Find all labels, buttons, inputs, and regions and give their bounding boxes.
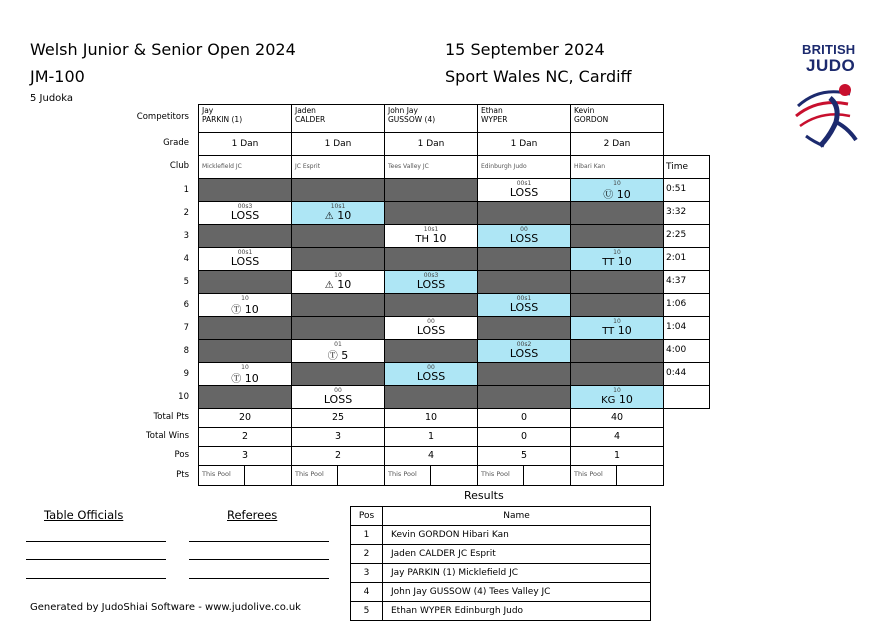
signature-line (189, 541, 329, 542)
technique-icon: Ⓤ (603, 190, 614, 201)
score-cell (477, 247, 571, 271)
score-text: LOSS (416, 278, 446, 291)
category-title: JM-100 (30, 67, 85, 86)
match-number: 7 (183, 323, 189, 333)
score-text: LOSS (416, 370, 446, 383)
score-text: 10 (244, 372, 259, 385)
pool-points-cell (616, 465, 664, 486)
technique-icon: ⚠ (324, 211, 334, 222)
score-result (292, 278, 384, 291)
competitor-first-name: Jaden (295, 106, 316, 115)
score-result (199, 370, 291, 385)
score-cell (198, 362, 292, 386)
match-time: 3:32 (663, 201, 710, 225)
table-officials-heading: Table Officials (44, 508, 124, 522)
pool-points-cell (244, 465, 292, 486)
position-cell: 1 (570, 446, 664, 466)
score-cell (291, 247, 385, 271)
this-pool-cell: This Pool (570, 465, 617, 486)
result-name: Kevin GORDON Hibari Kan (383, 526, 651, 545)
score-cell (570, 362, 664, 386)
summary-label: Total Pts (153, 412, 189, 422)
score-cell (198, 316, 292, 340)
technique-icon: KG (601, 395, 616, 406)
competitor-grade: 1 Dan (291, 132, 385, 156)
total-wins-cell: 4 (570, 427, 664, 447)
score-cell (198, 339, 292, 363)
score-detail: 10 (613, 318, 621, 325)
competitor-last-name: CALDER (295, 115, 326, 124)
score-cell (477, 178, 571, 202)
score-cell (384, 293, 478, 317)
results-title: Results (464, 489, 504, 502)
match-time: 4:37 (663, 270, 710, 294)
score-cell (291, 339, 385, 363)
match-number: 1 (183, 185, 189, 195)
score-text: 10 (244, 303, 259, 316)
score-cell (198, 178, 292, 202)
result-position: 3 (351, 564, 383, 583)
score-detail: 10 (241, 364, 249, 371)
competitor-first-name: John Jay (388, 106, 418, 115)
score-detail: 10 (613, 387, 621, 394)
score-detail: 00s3 (423, 272, 439, 279)
match-time: 4:00 (663, 339, 710, 363)
competitor-last-name: GUSSOW (4) (388, 115, 436, 124)
score-result (199, 209, 291, 222)
score-cell (570, 339, 664, 363)
signature-line (26, 578, 166, 579)
competitor-grade: 1 Dan (384, 132, 478, 156)
score-detail: 10s1 (330, 203, 346, 210)
score-cell (384, 270, 478, 294)
score-text: LOSS (509, 232, 539, 245)
match-number: 9 (183, 369, 189, 379)
score-detail: 00s1 (516, 295, 532, 302)
row-label: Club (169, 160, 189, 171)
result-name: Jay PARKIN (1) Micklefield JC (383, 564, 651, 583)
score-cell (198, 293, 292, 317)
competitor-first-name: Jay (202, 106, 214, 115)
match-time: 0:51 (663, 178, 710, 202)
score-text: 10 (617, 324, 632, 337)
score-cell (570, 316, 664, 340)
position-cell: 5 (477, 446, 571, 466)
competitor-grade: 1 Dan (198, 132, 292, 156)
score-detail: 00s1 (237, 249, 253, 256)
score-result (571, 255, 663, 268)
technique-icon: Ⓣ (327, 351, 338, 362)
score-cell (198, 224, 292, 248)
judoka-emblem-icon (790, 76, 870, 156)
score-detail: 10 (613, 249, 621, 256)
competitor-club: Micklefield JC (198, 155, 292, 179)
total-wins-cell: 3 (291, 427, 385, 447)
score-result (385, 232, 477, 245)
results-row (351, 583, 651, 602)
match-time (663, 385, 710, 409)
this-pool-cell: This Pool (477, 465, 524, 486)
score-cell (477, 270, 571, 294)
score-detail: 00 (427, 318, 435, 325)
score-cell (570, 270, 664, 294)
score-cell (291, 385, 385, 409)
score-cell (477, 316, 571, 340)
score-detail: 10 (613, 180, 621, 187)
time-header: Time (663, 155, 710, 179)
score-text: LOSS (230, 255, 260, 268)
score-result (292, 347, 384, 362)
score-text: 10 (337, 278, 352, 291)
score-detail: 01 (334, 341, 342, 348)
competitor-grade: 2 Dan (570, 132, 664, 156)
total-points-cell: 20 (198, 408, 292, 428)
score-cell (570, 385, 664, 409)
score-cell (198, 385, 292, 409)
technique-icon: ⚠ (324, 280, 334, 291)
pool-points-cell (337, 465, 385, 486)
score-result (478, 301, 570, 314)
score-result (571, 393, 663, 406)
score-text: LOSS (509, 301, 539, 314)
total-points-cell: 25 (291, 408, 385, 428)
pool-points-cell (523, 465, 571, 486)
technique-icon: Ⓣ (231, 305, 242, 316)
position-cell: 2 (291, 446, 385, 466)
score-cell (384, 201, 478, 225)
score-cell (477, 339, 571, 363)
row-label: Competitors (136, 112, 189, 122)
competitor-header (477, 104, 571, 133)
result-position: 4 (351, 583, 383, 602)
competitor-first-name: Ethan (481, 106, 503, 115)
total-wins-cell: 0 (477, 427, 571, 447)
this-pool-cell: This Pool (291, 465, 338, 486)
competitor-header (291, 104, 385, 133)
this-pool-cell: This Pool (198, 465, 245, 486)
competitor-club: JC Esprit (291, 155, 385, 179)
score-cell (384, 178, 478, 202)
score-detail: 10 (334, 272, 342, 279)
score-result (571, 186, 663, 201)
competitor-club: Edinburgh Judo (477, 155, 571, 179)
signature-line (26, 541, 166, 542)
competitor-club: Tees Valley JC (384, 155, 478, 179)
score-cell (291, 270, 385, 294)
position-cell: 4 (384, 446, 478, 466)
match-time: 1:06 (663, 293, 710, 317)
score-text: 10 (617, 255, 632, 268)
result-position: 1 (351, 526, 383, 545)
results-row (351, 545, 651, 564)
score-detail: 00 (427, 364, 435, 371)
total-wins-cell: 1 (384, 427, 478, 447)
score-result (478, 347, 570, 360)
score-cell (384, 247, 478, 271)
score-cell (384, 385, 478, 409)
result-name: John Jay GUSSOW (4) Tees Valley JC (383, 583, 651, 602)
competitor-header (570, 104, 664, 133)
score-cell (198, 247, 292, 271)
signature-line (189, 559, 329, 560)
result-name: Ethan WYPER Edinburgh Judo (383, 602, 651, 621)
score-result (385, 370, 477, 383)
score-cell (384, 339, 478, 363)
match-number: 3 (183, 231, 189, 241)
competitor-header (384, 104, 478, 133)
summary-label: Pos (174, 450, 189, 460)
competitor-last-name: PARKIN (1) (202, 115, 243, 124)
summary-label: Pts (176, 470, 189, 480)
this-pool-cell: This Pool (384, 465, 431, 486)
score-cell (291, 201, 385, 225)
score-result (478, 232, 570, 245)
logo-line1: BRITISH (802, 42, 856, 57)
score-cell (198, 270, 292, 294)
logo-line2: JUDO (806, 56, 856, 75)
score-cell (570, 178, 664, 202)
score-cell (198, 201, 292, 225)
score-detail: 00s3 (237, 203, 253, 210)
score-result (199, 301, 291, 316)
results-col-pos: Pos (351, 507, 383, 526)
score-result (571, 324, 663, 337)
competitor-last-name: WYPER (481, 115, 508, 124)
score-cell (477, 362, 571, 386)
score-cell (477, 385, 571, 409)
total-wins-cell: 2 (198, 427, 292, 447)
score-detail: 10 (241, 295, 249, 302)
score-cell (570, 201, 664, 225)
pool-points-cell (430, 465, 478, 486)
score-result (292, 393, 384, 406)
score-text: 10 (337, 209, 352, 222)
british-judo-logo (790, 40, 870, 155)
signature-line (189, 578, 329, 579)
score-text: LOSS (509, 186, 539, 199)
score-cell (477, 201, 571, 225)
score-cell (570, 224, 664, 248)
event-date: 15 September 2024 (445, 40, 605, 59)
judoka-count: 5 Judoka (30, 93, 74, 104)
match-time: 1:04 (663, 316, 710, 340)
technique-icon: TT (602, 257, 615, 268)
competitor-last-name: GORDON (574, 115, 609, 124)
results-row (351, 526, 651, 545)
row-label: Grade (163, 137, 189, 148)
total-points-cell: 10 (384, 408, 478, 428)
position-cell: 3 (198, 446, 292, 466)
score-text: LOSS (416, 324, 446, 337)
score-detail: 00 (334, 387, 342, 394)
score-text: 10 (616, 188, 631, 201)
match-time: 2:25 (663, 224, 710, 248)
competitor-first-name: Kevin (574, 106, 595, 115)
match-time: 0:44 (663, 362, 710, 386)
results-table (350, 506, 651, 621)
match-number: 2 (183, 208, 189, 218)
total-points-cell: 0 (477, 408, 571, 428)
score-detail: 00s2 (516, 341, 532, 348)
score-detail: 00 (520, 226, 528, 233)
technique-icon: TT (602, 326, 615, 337)
score-detail: 10s1 (423, 226, 439, 233)
results-row (351, 564, 651, 583)
results-col-name: Name (383, 507, 651, 526)
event-title: Welsh Junior & Senior Open 2024 (30, 40, 296, 59)
result-position: 5 (351, 602, 383, 621)
results-row (351, 602, 651, 621)
score-text: LOSS (509, 347, 539, 360)
score-result (385, 324, 477, 337)
competitor-grade: 1 Dan (477, 132, 571, 156)
score-cell (570, 247, 664, 271)
competitor-header (198, 104, 292, 133)
match-number: 5 (183, 277, 189, 287)
score-result (199, 255, 291, 268)
score-cell (291, 293, 385, 317)
match-number: 10 (178, 392, 189, 402)
result-name: Jaden CALDER JC Esprit (383, 545, 651, 564)
score-cell (384, 224, 478, 248)
score-cell (291, 224, 385, 248)
score-cell (291, 316, 385, 340)
score-text: LOSS (230, 209, 260, 222)
event-venue: Sport Wales NC, Cardiff (445, 67, 632, 86)
match-number: 8 (183, 346, 189, 356)
score-text: LOSS (323, 393, 353, 406)
signature-line (26, 559, 166, 560)
technique-icon: Ⓣ (231, 374, 242, 385)
score-cell (570, 293, 664, 317)
score-detail: 00s1 (516, 180, 532, 187)
score-cell (477, 293, 571, 317)
result-position: 2 (351, 545, 383, 564)
score-cell (291, 178, 385, 202)
competitor-club: Hibari Kan (570, 155, 664, 179)
summary-label: Total Wins (146, 431, 189, 441)
technique-icon: TH (415, 234, 430, 245)
score-result (292, 209, 384, 222)
footer-credit: Generated by JudoShiai Software - www.judolive.co.uk (30, 602, 301, 613)
score-text: 10 (618, 393, 633, 406)
referees-heading: Referees (227, 508, 278, 522)
score-result (385, 278, 477, 291)
score-cell (384, 362, 478, 386)
score-cell (384, 316, 478, 340)
match-number: 4 (183, 254, 189, 264)
score-cell (477, 224, 571, 248)
score-text: 10 (432, 232, 447, 245)
score-cell (291, 362, 385, 386)
match-number: 6 (183, 300, 189, 310)
total-points-cell: 40 (570, 408, 664, 428)
score-result (478, 186, 570, 199)
score-text: 5 (341, 349, 349, 362)
results-header-row (351, 507, 651, 526)
match-time: 2:01 (663, 247, 710, 271)
